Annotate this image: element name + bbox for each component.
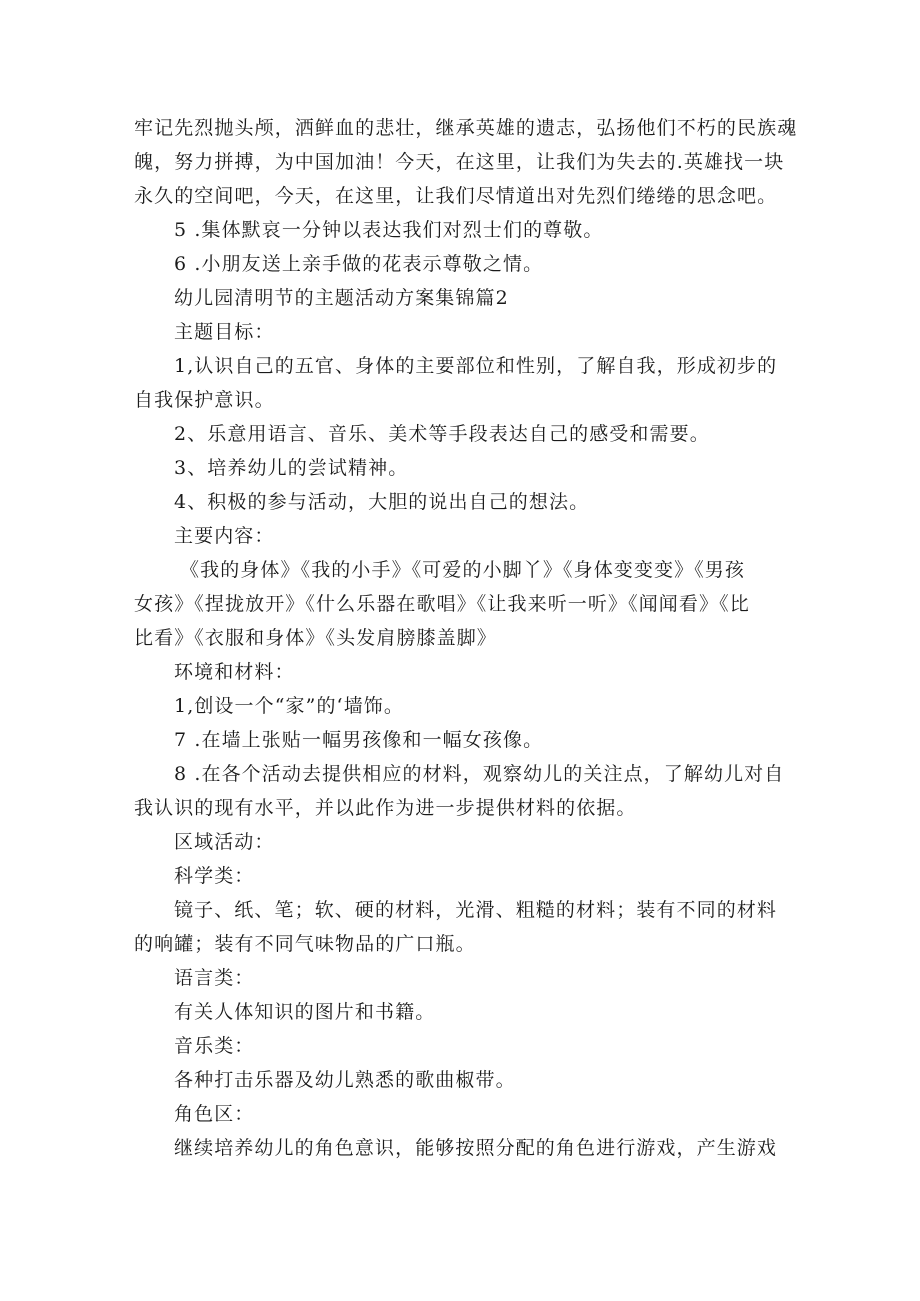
list-item: 5 .集体默哀一分钟以表达我们对烈士们的尊敬。 (174, 219, 604, 241)
paragraph-line: 我认识的现有水平，并以此作为进一步提供材料的依据。 (134, 797, 637, 819)
subheading: 区域活动： (174, 831, 275, 853)
subheading: 科学类： (174, 865, 255, 887)
paragraph-line: 自我保护意识。 (134, 389, 275, 411)
list-item: 6 .小朋友送上亲手做的花表示尊敬之情。 (174, 253, 544, 275)
paragraph-line: 各种打击乐器及幼儿熟悉的歌曲椒带。 (174, 1069, 516, 1091)
subheading: 角色区： (174, 1103, 255, 1125)
subheading: 环境和材料： (174, 661, 295, 683)
paragraph-line: 女孩》《捏拢放开》《什么乐器在歌唱》《让我来听一听》《闻闻看》《比 (134, 593, 750, 615)
paragraph-line: 魄，努力拼搏，为中国加油！今天，在这里，让我们为失去的.英雄找一块 (134, 151, 785, 173)
paragraph-line: 继续培养幼儿的角色意识，能够按照分配的角色进行游戏，产生游戏 (174, 1137, 778, 1159)
list-item: 7 .在墙上张贴一幅男孩像和一幅女孩像。 (174, 729, 544, 751)
list-item: 3、培养幼儿的尝试精神。 (174, 457, 409, 479)
paragraph-line: 永久的空间吧，今天，在这里，让我们尽情道出对先烈们绻绻的思念吧。 (134, 185, 778, 207)
subheading: 语言类： (174, 967, 255, 989)
paragraph-line: 比看》《衣服和身体》《头发肩膀膝盖脚》 (134, 627, 497, 649)
paragraph-line: 《我的身体》《我的小手》《可爱的小脚丫》《身体变变变》《男孩 (180, 559, 746, 581)
list-item: 2、乐意用语言、音乐、美术等手段表达自己的感受和需要。 (174, 423, 710, 445)
list-item: 1,认识自己的五官、身体的主要部位和性别，了解自我，形成初步的 (174, 355, 778, 377)
paragraph-line: 牢记先烈抛头颅，洒鲜血的悲壮，继承英雄的遗志，弘扬他们不朽的民族魂 (134, 117, 798, 139)
list-item: 4、积极的参与活动，大胆的说出自己的想法。 (174, 491, 590, 513)
subheading: 音乐类： (174, 1035, 255, 1057)
list-item: 8 .在各个活动去提供相应的材料，观察幼儿的关注点，了解幼儿对自 (174, 763, 785, 785)
paragraph-line: 的响罐；装有不同气味物品的广口瓶。 (134, 933, 476, 955)
paragraph-line: 有关人体知识的图片和书籍。 (174, 1001, 436, 1023)
subheading: 主要内容： (174, 525, 275, 547)
paragraph-line: 镜子、纸、笔；软、硬的材料，光滑、粗糙的材料；装有不同的材料 (174, 899, 778, 921)
section-heading: 幼儿园清明节的主题活动方案集锦篇2 (174, 287, 509, 309)
list-item: 1,创设一个“家”的‘墙饰。 (174, 695, 404, 717)
subheading: 主题目标： (174, 321, 275, 343)
